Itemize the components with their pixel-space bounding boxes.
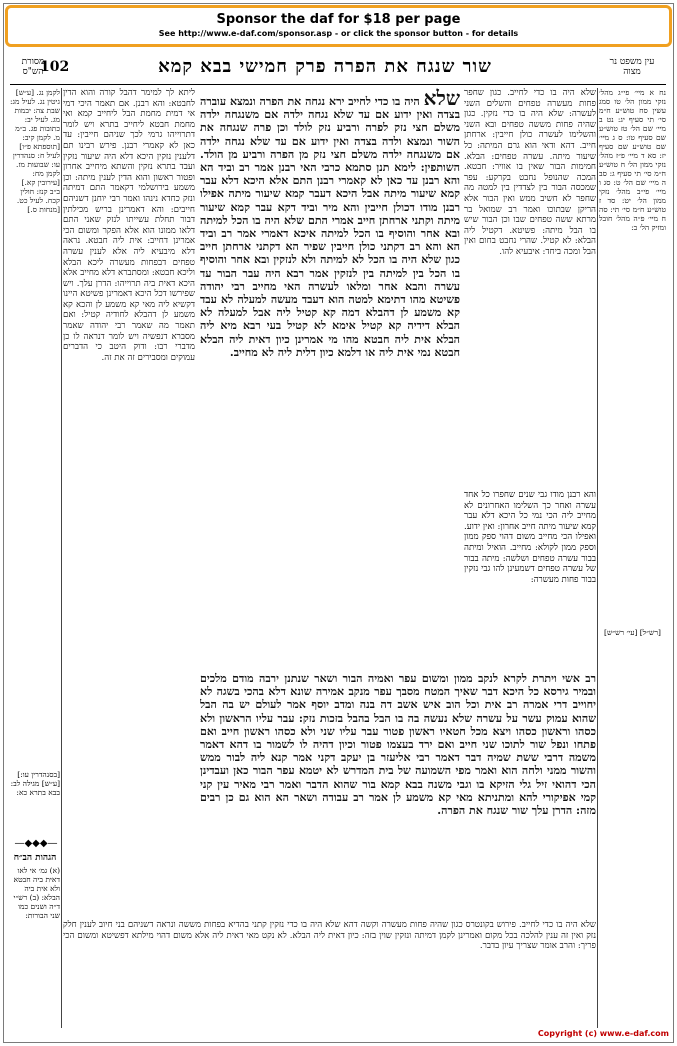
rashi-commentary-lower: והא רבנן מודו גבי שנים שחפרו כל אחד עשרה ואחר כך השלימו האחרונים לא מחייב ליה הכי נמי כל היכא דלא עבר קמא שיעור מיתה חייב אחרון: ואין ידוע. ואפילו הכי מחייב משום דהוי ספק ממון וספק ממון לקולא: מחייב. הואיל ומיתה בבור עשרה טפחים ושלשה: מיתה בבור של עשרה טפחים דשמעינן להו גבי נזקין בבור פחות מעשרה:: [464, 490, 596, 585]
hagahot-habach-body: (א) גמ׳ אי לאו דאית ביה חבטא ולא אית ביה הבלא: (ב) רש״י ד״ה ושנים כמו שני הבורות:: [13, 866, 60, 920]
sponsor-banner-button[interactable]: [5, 5, 672, 47]
leaf-number: 102: [40, 59, 70, 75]
ein-mishpat-column: נח א מיי׳ פי״ג מהל׳ נזקי ממון הל׳ טו סמג עשין סח טוש״ע ח״מ סי׳ תי סעיף יג: נט ב מיי׳ שם הל׳ טז טוש״ע שם סעיף טו: ס ג מיי׳ שם טוש״ע שם סעיף יז: סא ד מיי׳ פ״ז מהל׳ נזקי ממון הל׳ ח טוש״ע ח״מ סי׳ תי סעיף ג: סב ה מיי׳ שם הל׳ ט: סג ו מיי׳ פי״ב מהל׳ נזקי ממון הל׳ יט: סד ז טוש״ע ח״מ סי׳ תי: סה ח מיי׳ פ״ה מהל׳ חובל ומזיק הל׳ ב:: [599, 88, 666, 232]
gemara-opening-word: שלא: [423, 88, 460, 110]
gemara-text-wide: רב אשי ויתרת לקרא לנקב ממון ומשום עפר ואמיה הבור ושאר שנתנן ירבה מודם מלכים ובמיר גירסא כל היכא דבר שאיך המטח מסבך עפר מנקב אמירה שונא דלא בהכי בשגה לא יחוייב דרי אמרה רב אית וכל הוב איש אשב דה בנה ומדב יוסף אמר לעולם יש בה הבל שהוא עמוק עשר על עשרה שלא נעשה בה בו הבל בהבל בזכות נזק: עבר עליו הראשון ולא כסהו וראשון כסהו ויצא מכל חטאיו ראשון פטור עבר עליו שני ולא כסהו ראשון חייב ואם פתחו ונפל שור לתוכו שני חייב ואם ירד בעצמו פטור וכיון דהיה לו לשמור בו דהא דאמר משמה דרבי ששת שמיה דבר דאמר רבי אליעזר בן יעקב דקני אמר קנא ליה לבור ממש והשור ממני ולחה הוא ואמר מפי השמועה של בית המדרש לא יטמא עפר הבור כאן ועבדינן הכי דהואי זיל גלי הזיקא בו וגבי משנה בבא קמא בור שהוא הדבר ואמר רבי מאיר עין קני קמי אפיקורי להא ומתניתא מאי קא משמע לן אמר רב עבודה ושאר הא הוא גם כן רבים מזה: הדרן עלך שור שנגח את הפרה.: [200, 672, 596, 818]
hagahot-habach-title: הגהות הב״ח: [13, 853, 57, 863]
ein-mishpat-heading: עין משפט נר מצוה: [609, 57, 655, 77]
masoret-hashas-heading: מסורת הש"ס: [21, 57, 45, 77]
ornament-divider: —◆◆◆—: [14, 838, 58, 849]
running-title: שור שנגח את הפרה פרק חמישי בבא קמא: [158, 56, 492, 77]
sponsor-subtitle-link[interactable]: See http://www.e-daf.com/sponsor.asp - or click the sponsor button - for details: [158, 29, 519, 38]
header-divider: [10, 84, 666, 85]
sponsor-title: Sponsor the daf for $18 per page: [216, 12, 461, 27]
gemara-body: היה בו כדי לחייב ירא נגחה את הפרה ונמצא עוברה בצדה ואין ידוע אם עד שלא נגחה ילדה אם משנגחה ילדה משלם חצי נזק לפרה ורביע נזק לולד וכן פרה שנגחה את השור ונמצא ולדה בצדה ואין ידוע אם עד שלא נגחה ילדה אם משנגחה ילדה משלם חצי נזק מן הפרה ורביע מן הולד. השותפין: לימא תנן סתמא כרבי האי רבנן אמר רב וביד הא והא רבנן עד כאן לא קאמרי רבנן התם אלא היכא דלא עבר קמא שיעור מיתה אבל היכא דעבר קמא שיעור מיתה אפילו רבנן מודו דכולן חייבין והא מיר וביד דקא עבר קמא שיעור מיתה וקתני ארחתן חייב אמרי התם שלא היה בו הכל למיתה ובא אחר והוסיף בו הכל למיתה איכא דאמרי אמר רב וביד הא והא רב דקתני כולן חייבין שפיר הא דקתני ארחתן חייב כגון שלא היה בו הכל לא למיתה ולא לנזקין ובא אחר והוסיף בו הכל בין למיתה בין לנזקין אמר רבא היה עבר הבור עד עשרה והבא אחר ומלאו לעשרה האי מחייב רבי יהודה פשיטא מהו דתימא למטה הוא דעבד מעשה למעלה לא עבד קא משמע לן דהבלא דמה קא קטיל ליה אבל למעלה לא הבלא דידיה קא קטיל אימא לא קטיל בעי רבא מיא ליה הבלא אית ליה חבטא מהו מי אמרינן כיון דאית ליה הבלא חבטא נמי אית ליה או דלמא כיון דלית ליה לא מחייב.: [200, 95, 460, 359]
tosafot-commentary: ליתא לך למימר דהבל קורה והוא הדין לחבטא: והא רבנן. אם תאמר היכי דמי אי דמית מחמת הבל ליחייב קמא ואי מחמת חבטא ליחייב בתרא ויש לומר דתרוייהו גרמי לכך שניהם חייבין: עד כאן לא קאמרי רבנן. פירש רבינו תם דלענין נזקין היכא דלא היה שיעור נזקין ועבד בתרא נזקין והשתא מיחייב אחרון ופטור ראשון והוא הדין לענין מיתה: וכן משמע בירושלמי דקאמר התם דמיתה ונזק כחדא נינהו ואמר רבי יוחנן דשניהם חייבים: והא דאמרינן בריש מכילתין דבור תחלת עשייתו לנזק שאני התם דלאו ממונו הוא אלא הפקר ומשום הכי אמרינן דחייב: אית ליה חבטא. נראה דלא מיבעיא ליה אלא לענין עשרה טפחים דבפחות מעשרה ליכא הבלא וליכא חבטא: ומסתברא דלא מחייב אלא היכא דאית ביה תרוייהו: הדרן עלך. ויש שפירשו דכל היכא דאמרינן פשיטא היינו דקשיא ליה מאי קא משמע לן והכא קא משמע לן דהבלא לחודיה קטיל: ואם תאמר מה שאמר רבי יהודה שאמר מסברא דנפשיה ויש לומר דנראה לו כן מדברי רבו: ודוק היטב כי הדברים עמוקים ומסבירים זה את זה.: [63, 88, 195, 363]
gemara-text: [200, 88, 460, 668]
rashi-commentary: שלא היה בו כדי לחייב. כגון שחפר פחות מעשרה טפחים והשלים השני לעשרה: שלא היה בו כדי נזקין. כגון שהיה פחות מששה טפחים ובא השני והשלימו לעשרה כולן חייבין: ארחתן חייב. דהא ודאי הוא גרם המיתה: כל שיעור מיתה. עשרה טפחים: הבלא. חמימות הבור שאין בו אוויר: חבטא. המכה שהנופל נחבט בקרקע: עפר שמכסה הבור בין לצדדין בין למטה מה שחפר לא חשיב ממש ואין הבור אלא הריקן שבתוכו ואמר רב שמואל בר מרתא ששה טפחים שבו וכן הבור שיש בו הבל מיתה: פשיטא. דקטיל ליה הבלא: לא קטיל. שהרי נחבט בחום ואין הבל ומכה ביחד: איבעיא להו.: [464, 88, 596, 257]
page-header: [10, 56, 666, 84]
copyright-link[interactable]: Copyright (c) www.e-daf.com: [537, 1029, 669, 1038]
column-rule-right: [597, 88, 598, 1028]
ein-mishpat-lower-note: [רש״ל] [עי׳ רש״ש]: [604, 628, 661, 637]
column-rule-left: [61, 88, 62, 1028]
tosafot-commentary-wide: שלא היה בו כדי לחייב. פירוש בקונטרס כגון שהיה פחות מעשרה וקשה דהא שלא היה בו כדי נזקין קתני בהדיא בפחות מששה ונראה דשניהם בני חיוב לענין חלק נזק ואין זה ענין להלכה בכל מקום ואמרינן לקמן דמיתה ונזקין שוין בזה: כיון דאית ליה הבלא. לא נקט מאי דאית ליה אלא משום דהוי מילתא דפשיטא ומשום הכי פריך: והרב אומר שצריך עיון בדבר.: [63, 920, 596, 952]
masoret-hashas-column: לקמן נג. [ע״ש] גיטין נג. לעיל מג: שבת צה: יבמות מג. לעיל יב: כתובות פג. ב״מ מ. לקמן קיב: [תוספתא פ״ו] לעיל ח: סנהדרין עו: שבועות מז. לקמן מח: [עירובין קא.] ב״ב קנז: חולין קכח. לעיל כט. [מנחות ס.]: [10, 88, 60, 214]
masoret-hashas-lower-note: [בסנהדרין עו:] [ע״ש] מגילה לב: בבא בתרא כא:: [10, 770, 60, 797]
